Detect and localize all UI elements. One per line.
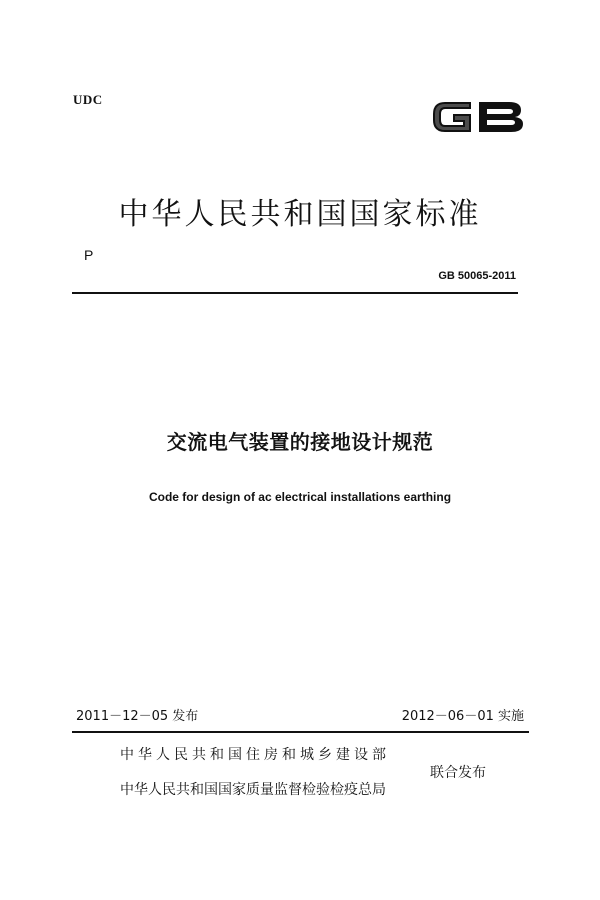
standard-number: GB 50065-2011 bbox=[438, 270, 516, 282]
publisher-aqsiq: 中华人民共和国国家质量监督检验检疫总局 bbox=[120, 782, 386, 798]
joint-publication-label: 联合发布 bbox=[430, 765, 486, 781]
publisher-ministry: 中华人民共和国住房和城乡建设部 bbox=[120, 747, 390, 763]
bottom-divider bbox=[72, 731, 529, 733]
document-title-cn: 交流电气装置的接地设计规范 bbox=[166, 430, 434, 454]
issue-date: 2011－12－05 发布 bbox=[76, 709, 199, 724]
gb-logo-icon bbox=[425, 92, 529, 142]
implementation-date: 2012－06－01 实施 bbox=[401, 709, 524, 724]
top-divider bbox=[72, 292, 518, 294]
document-title-en: Code for design of ac electrical installations earthing bbox=[148, 490, 452, 504]
classification-code: P bbox=[84, 247, 94, 263]
standard-category-title: 中华人民共和国国家标准 bbox=[118, 197, 482, 232]
udc-label: UDC bbox=[73, 92, 103, 107]
